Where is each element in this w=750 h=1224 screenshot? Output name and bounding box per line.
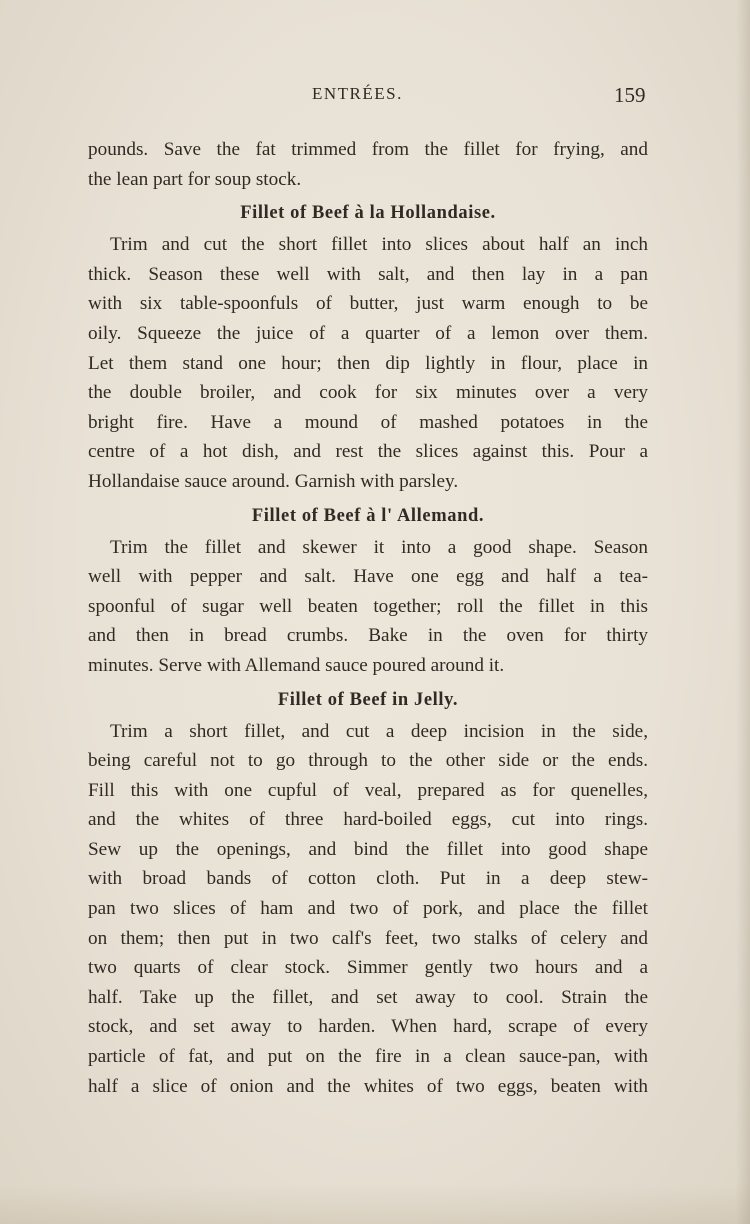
text-line: Fill this with one cupful of veal, prepared as for quenelles, — [88, 779, 648, 801]
text-line: half. Take up the fillet, and set away to cool. Strain the — [88, 986, 648, 1008]
text-line: two quarts of clear stock. Simmer gently two hours and a — [88, 957, 648, 979]
text-line: Let them stand one hour; then dip lightly in flour, place in — [88, 352, 648, 374]
text-line: the double broiler, and cook for six minutes over a very — [88, 382, 648, 404]
text-line: bright fire. Have a mound of mashed potatoes in the — [88, 411, 648, 433]
text-line: pounds. Save the fat trimmed from the fillet for frying, and — [88, 139, 648, 160]
intro-paragraph — [88, 135, 648, 194]
text-line: thick. Season these well with salt, and then lay in a pan — [88, 263, 648, 285]
text-line: well with pepper and salt. Have one egg and half a tea- — [88, 566, 648, 588]
recipe-title: Fillet of Beef à l' Allemand. — [251, 505, 485, 526]
text-line: spoonful of sugar well beaten together; roll the fillet in this — [88, 595, 648, 617]
text-line: with six table-spoonfuls of butter, just warm enough to be — [88, 293, 648, 315]
text-line: particle of fat, and put on the fire in a clean sauce-pan, with — [88, 1046, 648, 1068]
page-edge-shadow — [736, 0, 750, 1224]
text-line: pan two slices of ham and two of pork, and place the fillet — [88, 898, 648, 920]
running-head — [0, 84, 750, 114]
text-line: Trim a short fillet, and cut a deep incision in the side, — [110, 720, 648, 742]
text-line: and then in bread crumbs. Bake in the oven for thirty — [88, 625, 648, 647]
page-number: 159 — [614, 83, 646, 107]
page-text — [88, 135, 648, 1101]
text-line: on them; then put in two calf's feet, two stalks of celery and — [88, 927, 648, 949]
text-line: Trim and cut the short fillet into slices about half an inch — [110, 234, 648, 256]
text-line: Trim the fillet and skewer it into a good shape. Season — [110, 536, 648, 558]
recipe-title: Fillet of Beef in Jelly. — [277, 689, 459, 710]
text-line: with broad bands of cotton cloth. Put in a deep stew- — [88, 868, 648, 890]
text-line: being careful not to go through to the other side or the ends. — [88, 750, 648, 772]
section-title: ENTRÉES. — [312, 84, 403, 103]
recipe-hollandaise — [88, 197, 648, 496]
text-line: Hollandaise sauce around. Garnish with parsley. — [88, 470, 459, 492]
text-line: Sew up the openings, and bind the fillet into good shape — [88, 838, 648, 860]
text-line: minutes. Serve with Allemand sauce poured around it. — [88, 654, 505, 676]
text-line: half a slice of onion and the whites of two eggs, beaten with — [88, 1075, 648, 1097]
text-line: centre of a hot dish, and rest the slices against this. Pour a — [88, 441, 648, 463]
recipe-allemand — [88, 500, 648, 681]
text-line: stock, and set away to harden. When hard, scrape of every — [88, 1016, 648, 1038]
page-bottom-shade — [0, 1184, 750, 1224]
recipe-title: Fillet of Beef à la Hollandaise. — [240, 203, 496, 224]
text-line: oily. Squeeze the juice of a quarter of a lemon over them. — [88, 322, 648, 344]
text-line: the lean part for soup stock. — [88, 168, 302, 190]
recipe-jelly — [88, 684, 648, 1102]
text-line: and the whites of three hard-boiled eggs, cut into rings. — [88, 809, 648, 831]
